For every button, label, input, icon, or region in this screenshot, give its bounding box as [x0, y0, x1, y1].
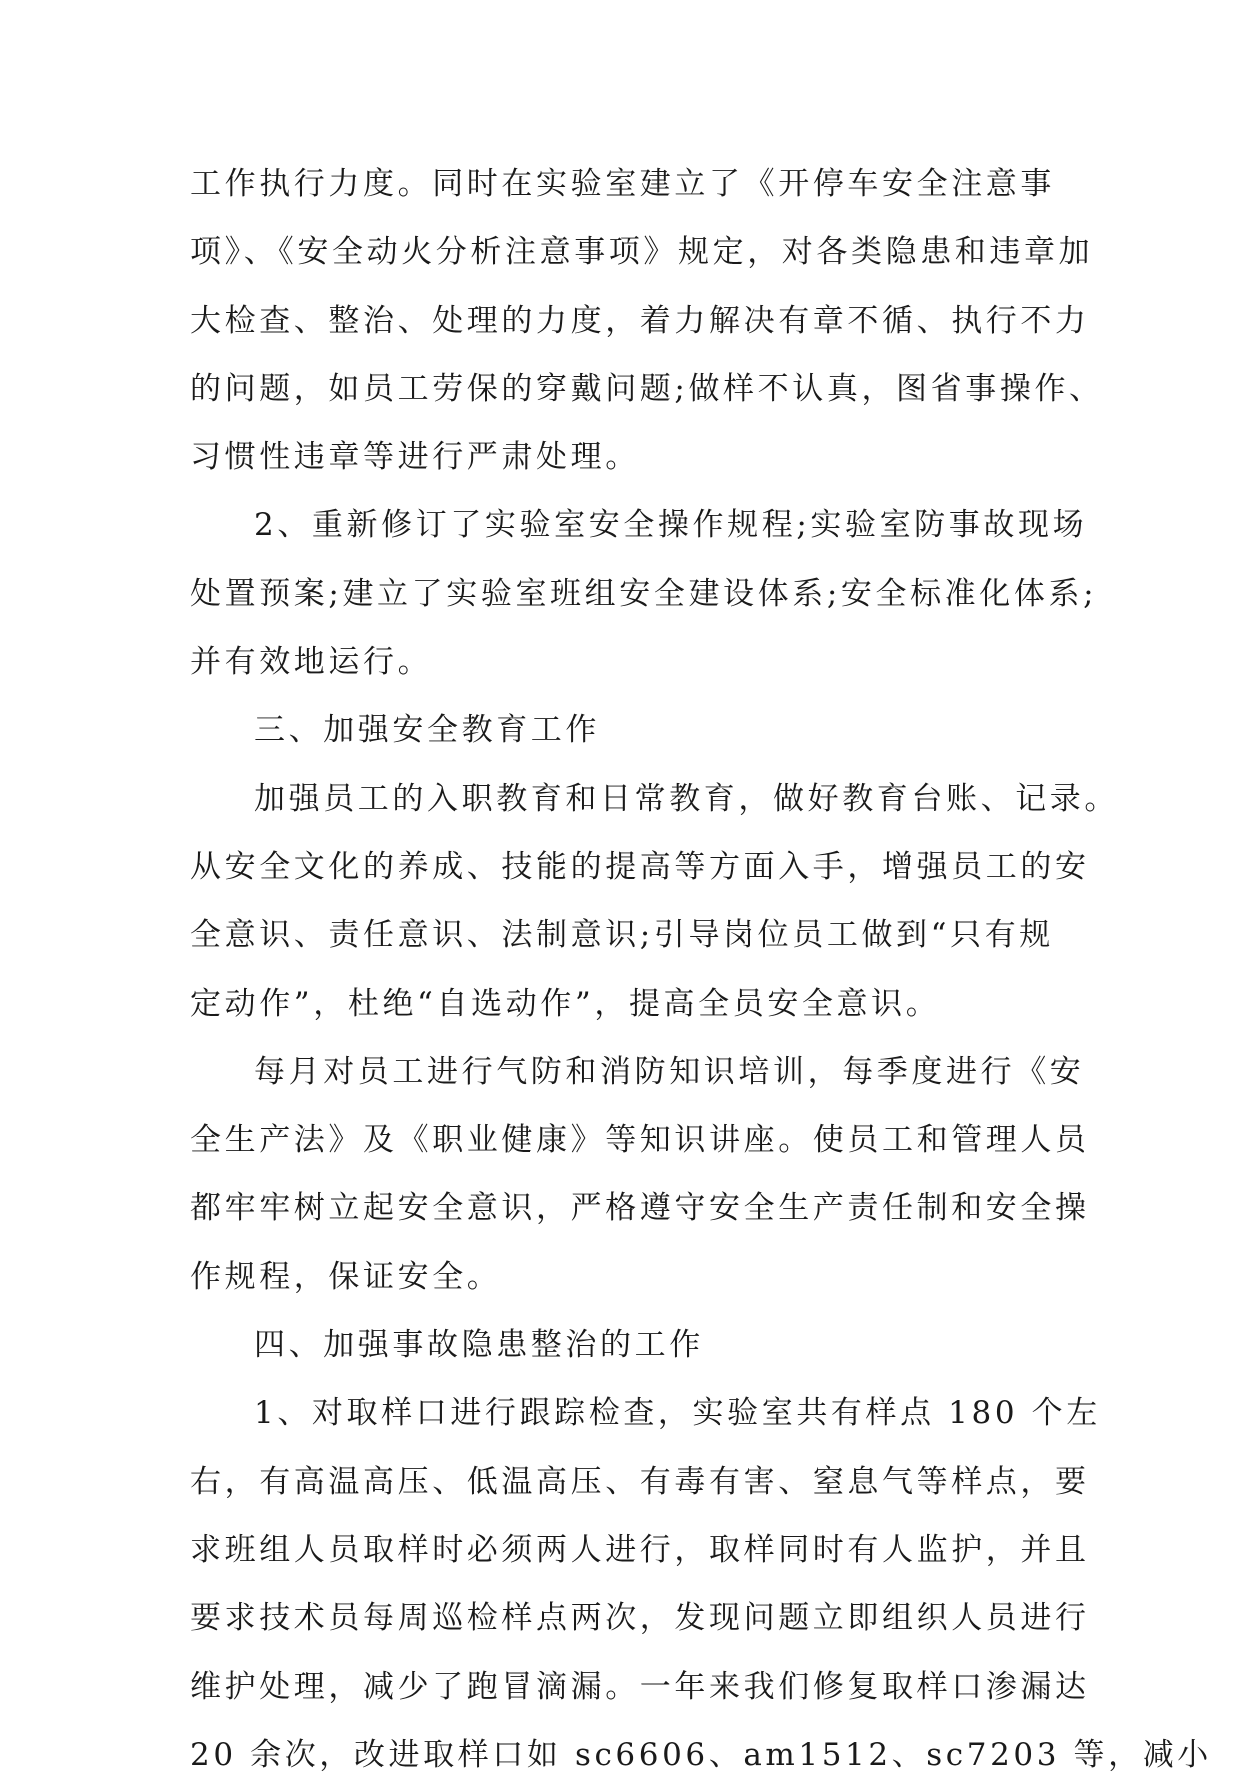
text-line: 作规程，保证安全。 [190, 1258, 502, 1295]
section-heading: 四、加强事故隐患整治的工作 [254, 1327, 704, 1364]
text-line: 习惯性违章等进行严肃处理。 [190, 439, 640, 476]
text-line: 都牢牢树立起安全意识，严格遵守安全生产责任制和安全操 [190, 1190, 1090, 1227]
document-page [190, 150, 1212, 1789]
text-line: 大检查、整治、处理的力度，着力解决有章不循、执行不力 [190, 302, 1090, 339]
text-line: 求班组人员取样时必须两人进行，取样同时有人监护，并且 [190, 1531, 1090, 1568]
paragraph-start-line: 2、重新修订了实验室安全操作规程;实验室防事故现场 [254, 507, 1088, 544]
text-line: 全生产法》及《职业健康》等知识讲座。使员工和管理人员 [190, 1122, 1090, 1159]
text-line: 工作执行力度。同时在实验室建立了《开停车安全注意事 [190, 166, 1055, 202]
text-line: 的问题，如员工劳保的穿戴问题;做样不认真，图省事操作、 [190, 370, 1104, 407]
text-line: 从安全文化的养成、技能的提高等方面入手，增强员工的安 [190, 848, 1090, 885]
text-line: 并有效地运行。 [190, 644, 433, 681]
paragraph-start-line: 加强员工的入职教育和日常教育，做好教育台账、记录。 [254, 780, 1119, 817]
text-line: 全意识、责任意识、法制意识;引导岗位员工做到“只有规 [190, 917, 1054, 954]
text-line: 右，有高温高压、低温高压、有毒有害、窒息气等样点，要 [190, 1463, 1090, 1500]
text-line: 处置预案;建立了实验室班组安全建设体系;安全标准化体系; [190, 575, 1098, 612]
paragraph-start-line: 每月对员工进行气防和消防知识培训，每季度进行《安 [254, 1053, 1085, 1090]
text-line: 项》、《安全动火分析注意事项》规定，对各类隐患和违章加 [190, 234, 1094, 271]
text-line: 20 余次，改进取样口如 sc6606、am1512、sc7203 等，减小 [190, 1736, 1212, 1773]
section-heading: 三、加强安全教育工作 [254, 712, 600, 749]
text-line: 要求技术员每周巡检样点两次，发现问题立即组织人员进行 [190, 1600, 1090, 1637]
text-line: 定动作”，杜绝“自选动作”，提高全员安全意识。 [190, 985, 941, 1022]
paragraph-start-line: 1、对取样口进行跟踪检查，实验室共有样点 180 个左 [254, 1395, 1101, 1432]
text-line: 维护处理，减少了跑冒滴漏。一年来我们修复取样口渗漏达 [190, 1668, 1090, 1705]
